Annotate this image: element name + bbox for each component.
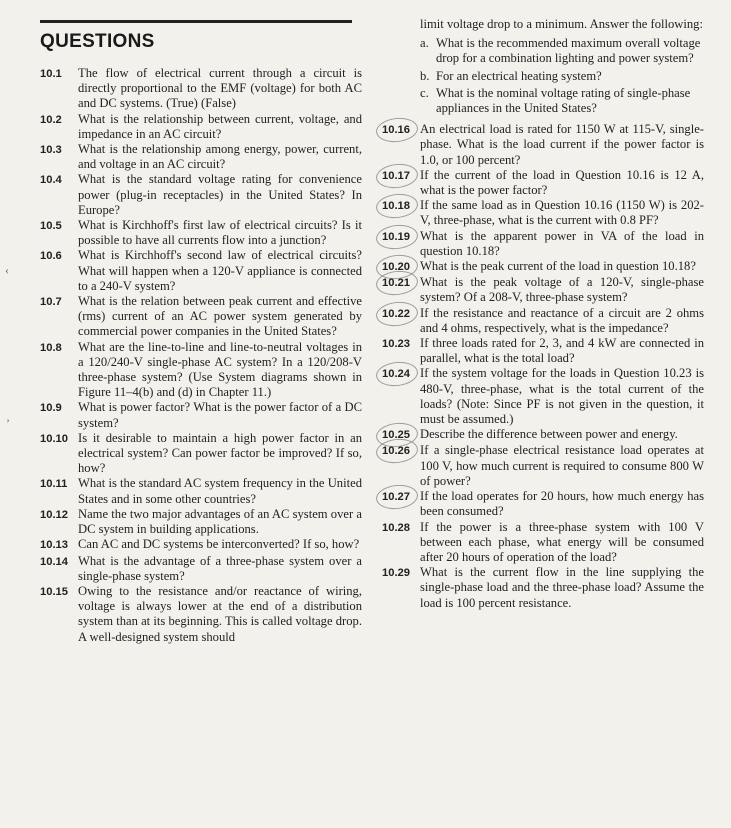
question-number: 10.27 — [382, 489, 420, 519]
question-number: 10.9 — [40, 402, 62, 415]
question-number: 10.14 — [40, 555, 68, 568]
question-text: If the same load as in Question 10.16 (1150 W) is 202-V, three-phase, what is the current with 0.8 PF? — [420, 198, 704, 228]
question-number: 10.10 — [40, 432, 68, 445]
question-text: What is the relationship between current, voltage, and impedance in an AC circuit? — [78, 111, 362, 141]
question-item — [382, 275, 704, 305]
question-number: 10.19 — [382, 229, 420, 259]
sub-question — [382, 86, 704, 116]
question-number: 10.11 — [40, 478, 68, 491]
question-item — [40, 476, 362, 506]
question-item — [40, 431, 362, 477]
question-text: What is the standard voltage rating for convenience power (plug-in receptacles) in the United States? In Europe? — [78, 172, 362, 217]
question-item — [382, 366, 704, 427]
question-number: 10.18 — [382, 198, 420, 228]
question-item — [40, 537, 362, 553]
question-text: What is the relationship among energy, power, current, and voltage in an AC circuit? — [78, 142, 362, 172]
heading-rule — [40, 20, 352, 23]
question-item — [40, 172, 362, 218]
question-text: If the system voltage for the loads in Question 10.23 is 480-V, three-phase, what is the total current of the loads? (Note: Since PF is not given in the question, it must be assumed.) — [420, 366, 704, 427]
question-number: 10.3 — [40, 144, 62, 157]
continuation-text: limit voltage drop to a minimum. Answer the following: — [420, 17, 703, 31]
sub-question — [382, 36, 704, 66]
sub-text: For an electrical heating system? — [436, 68, 602, 83]
question-number: 10.12 — [40, 508, 68, 521]
question-item — [40, 584, 362, 645]
question-item — [382, 565, 704, 611]
question-number: 10.23 — [382, 338, 410, 351]
left-column — [40, 66, 362, 645]
question-text: What is the apparent power in VA of the load in question 10.18? — [420, 228, 704, 258]
sub-letter: b. — [420, 68, 430, 83]
question-item — [382, 198, 704, 228]
sub-question — [382, 69, 704, 84]
question-item — [382, 122, 704, 168]
question-item — [382, 489, 704, 519]
question-number: 10.20 — [382, 259, 420, 275]
question-text: An electrical load is rated for 1150 W at 115-V, single-phase. What is the load current if the power factor is 1.0, or 100 percent? — [420, 122, 704, 167]
question-item — [382, 427, 704, 443]
question-text: Can AC and DC systems be interconverted? If so, how? — [78, 537, 360, 552]
question-text: Name the two major advantages of an AC system over a DC system in building applications. — [78, 506, 362, 537]
question-item — [382, 259, 704, 275]
question-number: 10.7 — [40, 296, 62, 309]
question-item — [40, 294, 362, 340]
question-text: Describe the difference between power and energy. — [420, 427, 678, 442]
question-text: Owing to the resistance and/or reactance of wiring, voltage is always lower at the end of a distribution system than at its beginning. This is called voltage drop. A well-designed system should — [78, 583, 362, 644]
question-text: What is the current flow in the line supplying the single-phase load and the three-phase load? Assume the load is 100 percent resistance. — [420, 565, 704, 610]
question-number: 10.29 — [382, 567, 410, 580]
question-text: What are the line-to-line and line-to-neutral voltages in a 120/240-V single-phase AC system? In a 120/208-V three-phase system? (Use System diagrams shown in Figure 11–4(b) and (d) in Chapter 11.) — [78, 339, 362, 400]
question-item — [382, 336, 704, 366]
question-number: 10.28 — [382, 521, 410, 534]
question-number: 10.8 — [40, 341, 62, 354]
question-item — [40, 340, 362, 401]
question-number: 10.17 — [382, 168, 420, 198]
question-item — [382, 229, 704, 259]
question-number: 10.6 — [40, 250, 62, 263]
question-item — [40, 112, 362, 142]
question-number: 10.2 — [40, 113, 62, 126]
question-text: If the load operates for 20 hours, how much energy has been consumed? — [420, 489, 704, 519]
question-item — [40, 400, 362, 430]
question-item — [382, 306, 704, 336]
question-text: If a single-phase electrical resistance load operates at 100 V, how much current is required to consume 800 W of power? — [420, 443, 704, 488]
question-text: If the resistance and reactance of a circuit are 2 ohms and 4 ohms, respectively, what is the impedance? — [420, 305, 704, 335]
question-item — [40, 507, 362, 537]
question-number: 10.1 — [40, 68, 62, 80]
question-number: 10.24 — [382, 366, 420, 427]
question-item — [40, 66, 362, 112]
question-item — [382, 520, 704, 566]
question-item — [40, 554, 362, 584]
sub-letter: c. — [420, 85, 429, 100]
margin-pencil-mark: ‹ — [5, 263, 9, 277]
question-number: 10.21 — [382, 275, 420, 305]
question-number: 10.5 — [40, 220, 62, 233]
sub-text: What is the nominal voltage rating of single-phase appliances in the United States? — [436, 85, 691, 116]
question-item — [382, 168, 704, 198]
question-text: What is the advantage of a three-phase system over a single-phase system? — [78, 553, 362, 583]
question-number: 10.4 — [40, 174, 62, 187]
question-text: What is Kirchhoff's first law of electrical circuits? Is it possible to have all currents flow into a junction? — [78, 218, 362, 248]
question-number: 10.25 — [382, 427, 420, 443]
question-text: If the current of the load in Question 10.16 is 12 A, what is the power factor? — [420, 167, 704, 198]
sub-text: What is the recommended maximum overall voltage drop for a combination lighting and power system? — [436, 36, 701, 66]
question-text: Is it desirable to maintain a high power factor in an electrical system? Can power factor be improved? If so, how? — [78, 430, 362, 476]
question-number: 10.15 — [40, 585, 68, 598]
question-text: What is the relation between peak current and effective (rms) current of an AC power system generated by commercial power companies in the United States? — [78, 294, 362, 339]
question-text: What is the standard AC system frequency in the United States and in some other countries? — [78, 476, 362, 506]
question-text: What is the peak voltage of a 120-V, single-phase system? Of a 208-V, three-phase system? — [420, 275, 704, 305]
margin-pencil-mark: ’ — [6, 416, 10, 430]
question-number: 10.26 — [382, 443, 420, 489]
question-text: What is Kirchhoff's second law of electrical circuits? What will happen when a 120-V appliance is connected to a 240-V system? — [78, 248, 362, 293]
question-text: What is power factor? What is the power factor of a DC system? — [78, 400, 362, 430]
question-item — [382, 443, 704, 489]
question-number: 10.22 — [382, 306, 420, 336]
sub-letter: a. — [420, 36, 429, 51]
question-text: The flow of electrical current through a circuit is directly proportional to the EMF (voltage) for both AC and DC systems. (True) (False) — [78, 66, 362, 111]
question-number: 10.16 — [382, 122, 420, 168]
question-number: 10.13 — [40, 539, 68, 552]
question-text: If the power is a three-phase system with 100 V between each phase, what energy will be consumed after 20 hours of operation of the load? — [420, 519, 704, 564]
question-text: If three loads rated for 2, 3, and 4 kW are connected in parallel, what is the total load? — [420, 336, 704, 366]
right-column — [382, 17, 704, 611]
page-heading: QUESTIONS — [40, 31, 155, 52]
question-item — [40, 248, 362, 294]
question-item — [40, 142, 362, 172]
question-text: What is the peak current of the load in question 10.18? — [420, 259, 696, 274]
question-item — [40, 218, 362, 248]
